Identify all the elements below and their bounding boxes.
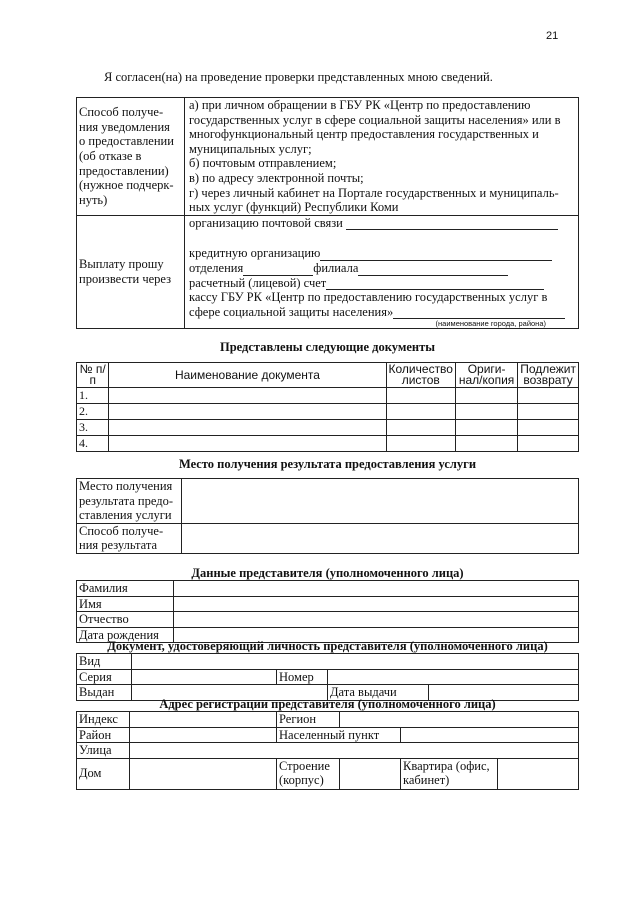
region-label: Регион: [277, 712, 340, 728]
locality-input[interactable]: [401, 727, 579, 743]
label-line: Место получения: [79, 479, 173, 493]
row-num: 2.: [77, 404, 109, 420]
region-input[interactable]: [340, 712, 579, 728]
page-number: 21: [546, 30, 559, 42]
locality-label: Населенный пункт: [277, 727, 401, 743]
cash-option[interactable]: кассу ГБУ РК «Центр по предоставлению государственных услуг в: [189, 290, 548, 305]
doc-cell[interactable]: [518, 436, 579, 452]
flat-input[interactable]: [498, 758, 579, 789]
patronymic-label: Отчество: [77, 612, 174, 628]
label-line: результата предо-: [79, 493, 174, 508]
doc-cell[interactable]: [109, 404, 386, 420]
payment-label: [77, 215, 185, 329]
kind-input[interactable]: [132, 654, 579, 670]
cash-note: (наименование города, района): [435, 319, 546, 329]
option-line[interactable]: в) по адресу электронной почты;: [189, 170, 364, 185]
label-line: ставления услуги: [79, 508, 172, 523]
name-input[interactable]: [174, 596, 579, 612]
street-input[interactable]: [130, 743, 579, 759]
notify-method-label: [77, 98, 185, 216]
header-num: № п/п: [77, 363, 109, 388]
cash-option-line2: сфере социальной защиты населения»: [189, 304, 394, 319]
surname-input[interactable]: [174, 581, 579, 597]
index-input[interactable]: [130, 712, 277, 728]
doc-cell[interactable]: [386, 404, 455, 420]
identity-table: [76, 653, 579, 701]
surname-label: Фамилия: [77, 581, 174, 597]
address-table: [76, 711, 579, 790]
label-line: (об отказе в: [79, 149, 142, 164]
doc-cell[interactable]: [386, 420, 455, 436]
doc-cell[interactable]: [455, 404, 517, 420]
label-line: ния результата: [79, 538, 158, 553]
option-line[interactable]: б) почтовым отправлением;: [189, 156, 337, 171]
label-line: Квартира (офис,: [403, 758, 490, 773]
issue-date-label: Дата выдачи: [328, 685, 429, 701]
building-input[interactable]: [340, 758, 401, 789]
doc-cell[interactable]: [455, 388, 517, 404]
index-label: Индекс: [77, 712, 130, 728]
branch-suffix: филиала: [313, 260, 359, 275]
street-label: Улица: [77, 743, 130, 759]
result-method-input[interactable]: [182, 523, 579, 553]
postal-input-line[interactable]: [346, 229, 558, 230]
account-label: расчетный (лицевой) счет: [189, 275, 327, 290]
header-sheets: Количество листов: [386, 363, 455, 388]
label-line: предоставлении): [79, 163, 169, 178]
result-place-table: [76, 478, 579, 554]
doc-cell[interactable]: [109, 388, 386, 404]
doc-cell[interactable]: [109, 436, 386, 452]
option-line[interactable]: государственных услуг в сфере социальной защиты населения» или в: [189, 112, 561, 127]
option-line[interactable]: муниципальных услуг;: [189, 141, 312, 156]
series-label: Серия: [77, 669, 132, 685]
issued-by-label: Выдан: [77, 685, 132, 701]
house-label: Дом: [77, 758, 130, 789]
option-line[interactable]: многофункциональный центр предоставления государственных и: [189, 127, 539, 142]
birthdate-label: Дата рождения: [77, 627, 174, 643]
doc-cell[interactable]: [518, 388, 579, 404]
result-place-input[interactable]: [182, 479, 579, 524]
label-line: Выплату прошу: [79, 257, 164, 272]
flat-label: [401, 758, 498, 789]
row-num: 3.: [77, 420, 109, 436]
row-num: 4.: [77, 436, 109, 452]
doc-cell[interactable]: [386, 388, 455, 404]
consent-statement: Я согласен(на) на проведение проверки представленных мною сведений.: [104, 70, 493, 84]
doc-cell[interactable]: [518, 420, 579, 436]
kind-label: Вид: [77, 654, 132, 670]
series-input[interactable]: [132, 669, 277, 685]
label-line: о предоставлении: [79, 134, 174, 149]
header-return: Подлежит возврату: [518, 363, 579, 388]
district-label: Район: [77, 727, 130, 743]
address-title: Адрес регистрации представителя (уполномоченного лица): [159, 697, 496, 711]
branch-label: отделения: [189, 260, 244, 275]
number-label: Номер: [277, 669, 328, 685]
header-name: Наименование документа: [109, 363, 386, 388]
building-label: [277, 758, 340, 789]
label-line: произвести через: [79, 272, 172, 287]
table-row: [77, 420, 579, 436]
credit-option[interactable]: кредитную организацию: [189, 246, 321, 261]
identity-title: Документ, удостоверяющий личность представителя (уполномоченного лица): [107, 639, 548, 653]
district-input[interactable]: [130, 727, 277, 743]
doc-cell[interactable]: [386, 436, 455, 452]
result-place-label: [77, 479, 182, 524]
table-row: [77, 388, 579, 404]
house-input[interactable]: [130, 758, 277, 789]
doc-cell[interactable]: [455, 436, 517, 452]
representative-title: Данные представителя (уполномоченного лица): [191, 566, 464, 580]
result-place-title: Место получения результата предоставления услуги: [178, 457, 477, 471]
name-label: Имя: [77, 596, 174, 612]
documents-table: [76, 362, 579, 452]
doc-cell[interactable]: [109, 420, 386, 436]
representative-table: [76, 580, 579, 643]
option-line[interactable]: а) при личном обращении в ГБУ РК «Центр по предоставлению: [189, 98, 531, 112]
label-line: Способ получе-: [79, 105, 164, 120]
label-line: кабинет): [403, 773, 450, 788]
label-line: Способ получе-: [79, 523, 164, 538]
postal-option[interactable]: организацию почтовой связи: [189, 215, 343, 230]
table-row: [77, 436, 579, 452]
label-line: Строение: [279, 758, 330, 773]
result-method-label: [77, 523, 182, 553]
patronymic-input[interactable]: [174, 612, 579, 628]
notification-payment-table: [76, 97, 579, 329]
doc-cell[interactable]: [455, 420, 517, 436]
notify-options: [185, 98, 579, 216]
doc-cell[interactable]: [518, 404, 579, 420]
label-line: (нужное подчерк-: [79, 178, 174, 193]
payment-options: [185, 215, 579, 329]
documents-title: Представлены следующие документы: [219, 340, 436, 354]
header-original: Ориги-нал/копия: [455, 363, 517, 388]
label-line: нуть): [79, 192, 108, 207]
option-line[interactable]: ных услуг (функций) Республики Коми: [189, 200, 399, 215]
table-row: [77, 404, 579, 420]
option-line[interactable]: г) через личный кабинет на Портале государственных и муниципаль-: [189, 185, 559, 200]
label-line: ния уведомления: [79, 119, 170, 134]
label-line: (корпус): [279, 773, 324, 788]
number-input[interactable]: [328, 669, 579, 685]
row-num: 1.: [77, 388, 109, 404]
